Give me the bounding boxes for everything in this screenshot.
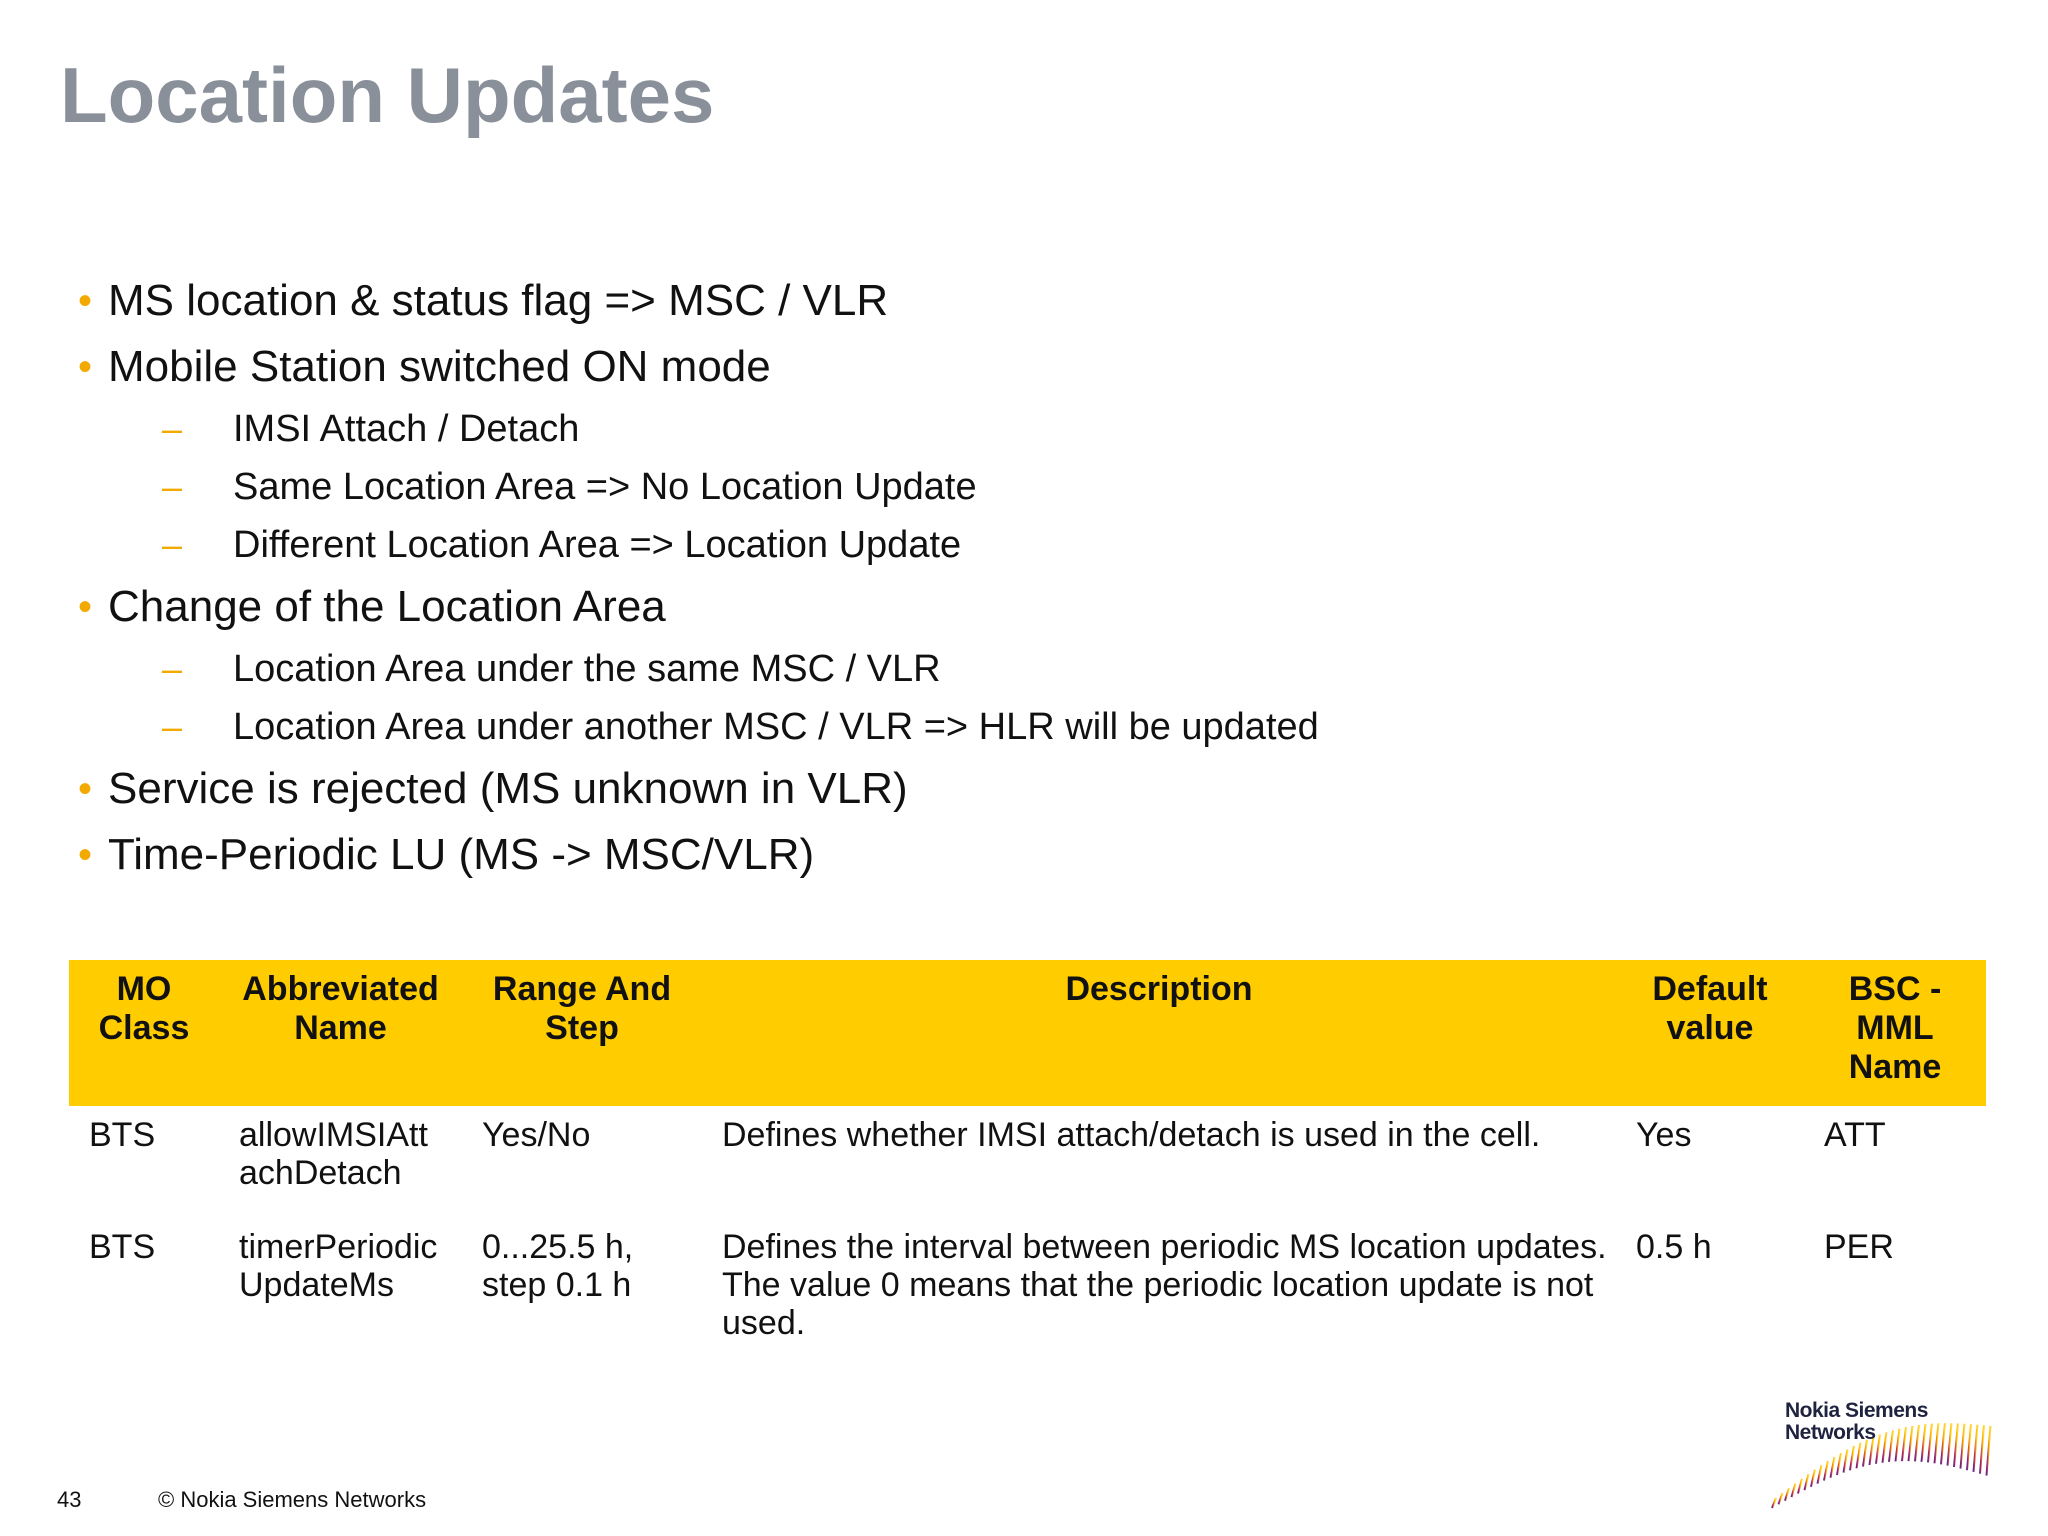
table-cell: Defines the interval between periodic MS location updates. The value 0 means that the periodic location update is not used.: [722, 1228, 1607, 1342]
logo-wave-stroke: [1935, 1423, 1939, 1463]
logo-wave-stroke: [1811, 1470, 1815, 1487]
parameter-table: [69, 960, 1986, 1368]
logo-wave-stroke: [1857, 1443, 1861, 1469]
logo-wave-stroke: [1941, 1423, 1945, 1464]
table-header-cell: Description: [702, 960, 1616, 1106]
bullet-text: Mobile Station switched ON mode: [108, 342, 771, 391]
logo-wave-stroke: [1785, 1488, 1789, 1500]
table-header-cell: MO Class: [69, 960, 219, 1106]
sub-bullet-item: [0, 400, 1700, 458]
bullet-item: [0, 334, 1700, 400]
table-row: [69, 1106, 1986, 1218]
bullet-dot-icon: •: [78, 833, 93, 877]
bullet-list: [0, 268, 1700, 888]
table-cell: timerPeriodic UpdateMs: [239, 1228, 438, 1304]
bullet-text: Time-Periodic LU (MS -> MSC/VLR): [108, 830, 815, 879]
logo-line-1: Nokia Siemens: [1785, 1399, 1928, 1422]
sub-bullet-text: Location Area under another MSC / VLR => HLR will be updated: [233, 706, 1319, 748]
sub-bullet-text: IMSI Attach / Detach: [233, 408, 580, 450]
sub-bullet-item: [0, 698, 1700, 756]
logo-wave-stroke: [1928, 1424, 1932, 1463]
bullet-item: [0, 822, 1700, 888]
logo-wave-stroke: [1974, 1425, 1978, 1472]
logo-wave-stroke: [1824, 1461, 1828, 1481]
sub-bullet-dash-icon: –: [162, 706, 183, 747]
table-header-cell: BSC - MML Name: [1804, 960, 1986, 1106]
logo-wave-stroke: [1948, 1423, 1952, 1465]
table-cell: PER: [1824, 1228, 1894, 1266]
bullet-dot-icon: •: [78, 345, 93, 389]
table-header-cell: Range And Step: [462, 960, 702, 1106]
logo-wave-stroke: [1967, 1424, 1971, 1470]
logo-wave-stroke: [1980, 1425, 1984, 1473]
nokia-siemens-networks-logo: [1760, 1400, 2010, 1510]
sub-bullet-item: [0, 458, 1700, 516]
bullet-dot-icon: •: [78, 585, 93, 629]
sub-bullet-dash-icon: –: [162, 524, 183, 565]
bullet-item: [0, 574, 1700, 640]
sub-bullet-text: Same Location Area => No Location Update: [233, 466, 977, 508]
logo-wave-stroke: [1792, 1483, 1796, 1497]
sub-bullet-dash-icon: –: [162, 648, 183, 689]
logo-wave-stroke: [1987, 1426, 1991, 1476]
bullet-text: Service is rejected (MS unknown in VLR): [108, 764, 908, 813]
table-cell: ATT: [1824, 1116, 1886, 1154]
table-cell: BTS: [89, 1116, 156, 1154]
copyright-text: © Nokia Siemens Networks: [158, 1487, 427, 1512]
bullet-dot-icon: •: [78, 767, 93, 811]
sub-bullet-item: [0, 516, 1700, 574]
sub-bullet-dash-icon: –: [162, 466, 183, 507]
logo-wave-stroke: [1961, 1424, 1965, 1469]
table-cell: 0...25.5 h, step 0.1 h: [482, 1228, 634, 1304]
table-cell: Yes: [1636, 1116, 1692, 1154]
table-header-row: [69, 960, 1986, 1106]
sub-bullet-item: [0, 640, 1700, 698]
table-cell: Defines whether IMSI attach/detach is used in the cell.: [722, 1116, 1541, 1154]
bullet-text: Change of the Location Area: [108, 582, 666, 631]
table-row: [69, 1218, 1986, 1368]
sub-bullet-text: Location Area under the same MSC / VLR: [233, 648, 941, 690]
table-cell: Yes/No: [482, 1116, 591, 1154]
bullet-item: [0, 756, 1700, 822]
sub-bullet-text: Different Location Area => Location Update: [233, 524, 962, 566]
logo-wave-stroke: [1954, 1423, 1958, 1467]
logo-wave-stroke: [1798, 1479, 1802, 1494]
bullet-text: MS location & status flag => MSC / VLR: [108, 276, 889, 325]
logo-wave-stroke: [1837, 1453, 1841, 1475]
logo-wave-stroke: [1818, 1465, 1822, 1483]
table-header-cell: Default value: [1616, 960, 1804, 1106]
logo-wave-stroke: [1805, 1474, 1809, 1490]
table-header-cell: Abbreviated Name: [219, 960, 462, 1106]
page-number: 43: [57, 1487, 82, 1512]
table-cell: BTS: [89, 1228, 156, 1266]
bullet-dot-icon: •: [78, 279, 93, 323]
logo-wave-stroke: [1779, 1493, 1783, 1504]
slide-title: Location Updates: [60, 51, 715, 139]
logo-wave-stroke: [1850, 1446, 1854, 1470]
table-cell: 0.5 h: [1636, 1228, 1712, 1266]
logo-wave-stroke: [1844, 1449, 1848, 1472]
bullet-item: [0, 268, 1700, 334]
logo-wave-stroke: [1831, 1457, 1835, 1478]
table-cell: allowIMSIAtt achDetach: [239, 1116, 428, 1192]
sub-bullet-dash-icon: –: [162, 408, 183, 449]
logo-wave-stroke: [1772, 1498, 1776, 1508]
logo-line-2: Networks: [1785, 1421, 1876, 1444]
